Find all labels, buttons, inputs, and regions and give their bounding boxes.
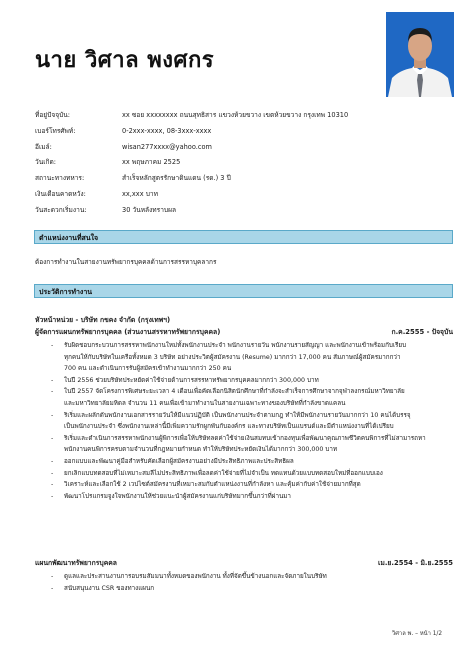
info-value: 0-2xxx-xxxx, 08-3xxx-xxxx [122, 126, 212, 135]
info-row-birthdate [35, 155, 348, 171]
job-title: ผู้จัดการแผนกทรัพยากรบุคคล (ส่วนงานสรรหาทรัพยากรบุคคล) [35, 328, 221, 336]
list-item-line: พัฒนาโปรแกรมจูงใจพนักงานให้ช่วยแนะนำผู้สมัครงานแก่บริษัทมากขึ้นกว่าที่ผ่านมา [64, 492, 291, 500]
bullet-icon: - [51, 584, 54, 592]
person-name: นาย วิศาล พงศกร [35, 48, 215, 73]
list-item [51, 375, 453, 387]
bullet-icon: - [51, 411, 54, 419]
info-row-military [35, 171, 348, 187]
list-item [51, 571, 453, 583]
list-item-line: และมหาวิทยาลัยมหิดล จำนวน 11 คนเพื่อเข้ามาทำงานในสายงานเฉพาะทางของบริษัทที่กำลังขาดแคลน [64, 399, 346, 407]
company-name: หัวหน้าหน่วย - บริษัท กขคง จำกัด (กรุงเทพฯ) [35, 316, 171, 324]
list-item [51, 583, 453, 595]
list-item-line: ดูแลและประสานงานการอบรมสัมมนาทั้งหมดของพนักงาน ทั้งที่จัดขึ้นข้างนอกและจัดภายในบริษัท [64, 573, 327, 580]
bullet-icon: - [51, 469, 54, 477]
bullet-icon: - [51, 388, 54, 396]
list-item [51, 433, 453, 456]
bullet-icon: - [51, 434, 54, 442]
bullet-icon: - [51, 573, 54, 580]
job-title: แผนกพัฒนาทรัพยากรบุคคล [35, 559, 117, 567]
info-value: xx พฤษภาคม 2525 [122, 158, 181, 167]
info-label: อีเมล์: [35, 142, 52, 151]
info-value: xx ซอย xxxxxxxx ถนนสุทธิสาร แขวงห้วยขวาง เขตห้วยขวาง กรุงเทพ 10310 [122, 111, 349, 119]
objective-text: ต้องการทำงานในสายงานทรัพยากรบุคคลด้านการสรรหาบุคลากร [35, 258, 217, 266]
bullet-icon: - [51, 376, 54, 384]
info-label: เบอร์โทรศัพท์: [35, 126, 76, 135]
info-value: wisan277xxxx@yahoo.com [122, 142, 212, 151]
info-row-address [35, 108, 348, 124]
info-value: สำเร็จหลักสูตรรักษาดินแดน (รด.) 3 ปี [122, 174, 231, 183]
info-row-email [35, 140, 348, 156]
job-period: ก.ค.2555 - ปัจจุบัน [391, 328, 453, 336]
info-label: สถานะทางทหาร: [35, 174, 85, 183]
list-item-line: ทุกคนให้กับบริษัทในเครือทั้งหมด 3 บริษัท อย่างประวิตผู้สมัครงาน (Resume) มากกว่า 17,000 คน สัมภาษณ์ผู้สมัครมากกว่า [64, 353, 401, 361]
list-item-line: ริเริ่มและผลักดันพนักงานเอกสารรายวันให้มีแนวปฏิบัติ เป็นพนักงานประจำตามกฎ ทำให้มีพนักงานรายวันมากกว่า 10 คนได้บรรจุ [64, 411, 411, 419]
job2-responsibilities [51, 571, 453, 594]
info-row-start-date [35, 203, 348, 219]
list-item [51, 456, 453, 468]
bullet-icon: - [51, 342, 54, 349]
job1-responsibilities [51, 340, 453, 502]
list-item-line: ในปี 2557 จัดโครงการพิเศษระยะเวลา 4 เดือนเพื่อคัดเลือกนิสิตนักศึกษาที่กำลังจะสำเร็จการศึกษาจากจุฬาลงกรณ์มหาวิทยาลัย [64, 388, 405, 396]
info-row-salary [35, 187, 348, 203]
info-value: 30 วันหลังทราบผล [122, 205, 176, 214]
list-item [51, 479, 453, 491]
list-item-line: ออกแบบและพัฒนาคู่มือสำหรับคัดเลือกผู้สมัครงานอย่างมีประสิทธิภาพและประสิทธิผล [64, 457, 294, 465]
list-item [51, 410, 453, 433]
job-title-row [35, 557, 453, 568]
list-item-line: พนักงานคนพิการครบตามจำนวนที่กฎหมายกำหนด ทำให้บริษัทประหยัดเงินได้มากกว่า 300,000 บาท [64, 446, 338, 454]
list-item-line: เป็นพนักงานประจำ ซึ่งพนักงานเหล่านี้มีเพิ่มความรักผูกพันกับองค์กร และทางบริษัทเป็นแบรนด์และมีตำแหน่งงานที่ได้เปรียบ [64, 423, 394, 431]
bullet-icon: - [51, 492, 54, 500]
list-item-line: ริเริ่มและดำเนินการสรรหาพนักงานผู้พิการเพื่อให้บริษัทลดค่าใช้จ่ายเงินสมทบเข้ากองทุนเพื่อพัฒนาคุณภาพชีวิตคนพิการที่ไม่สามารถหา [64, 434, 426, 442]
bullet-icon: - [51, 481, 54, 489]
section-header-experience: ประวัติการทำงาน [34, 284, 453, 298]
info-label: ที่อยู่ปัจจุบัน: [35, 111, 70, 119]
info-label: เงินเดือนคาดหวัง: [35, 189, 86, 198]
list-item [51, 491, 453, 503]
list-item-line: รับผิดชอบกระบวนการสรรหาพนักงานใหม่ทั้งพนักงานประจำ พนักงานรายวัน พนักงานรายสัญญา และพนักงานเข้าพร้อมกับเรียบ [64, 342, 407, 349]
profile-photo [386, 12, 454, 97]
job-period: เม.ย.2554 - มิ.ย.2555 [378, 559, 453, 567]
list-item [51, 468, 453, 480]
list-item-line: สนับสนุนงาน CSR ของทางแผนก [64, 584, 155, 592]
personal-info [35, 108, 348, 219]
list-item [51, 386, 453, 409]
list-item-line: วิเคราะห์และเลือกใช้ 2 เวปไซต์สมัครงานที่เหมาะสมกับตำแหน่งงานที่กำลังหา และคุ้มค่ากับค่าใช้จ่ายมากที่สุด [64, 481, 361, 489]
info-label: วันเกิด: [35, 158, 56, 167]
list-item-line: 700 คน และดำเนินการรับผู้สมัครเข้าทำงานมากกว่า 250 คน [64, 365, 232, 373]
page-footer: วิศาล พ. – หน้า 1/2 [392, 631, 443, 637]
job-title-row [35, 326, 453, 337]
list-item-line: ยกเลิกแบบทดสอบที่ไม่เหมาะสมลีไม่ประสิทธิภาพเพื่อลดค่าใช้จ่ายที่ไม่จำเป็น ทดแทนด้วยแบบทดสอบใหม่ที่ออกแบบเอง [64, 469, 383, 477]
portrait-image [386, 12, 454, 97]
info-row-phone [35, 124, 348, 140]
info-label: วันสะดวกเริ่มงาน: [35, 205, 87, 214]
list-item [51, 340, 453, 375]
section-header-objective: ตำแหน่งงานที่สนใจ [34, 230, 453, 244]
bullet-icon: - [51, 457, 54, 465]
info-value: xx,xxx บาท [122, 189, 158, 198]
list-item-line: ในปี 2556 ช่วยบริษัทประหยัดค่าใช้จ่ายด้านการสรรหาทรัพยากรบุคคลมากกว่า 300,000 บาท [64, 376, 319, 384]
